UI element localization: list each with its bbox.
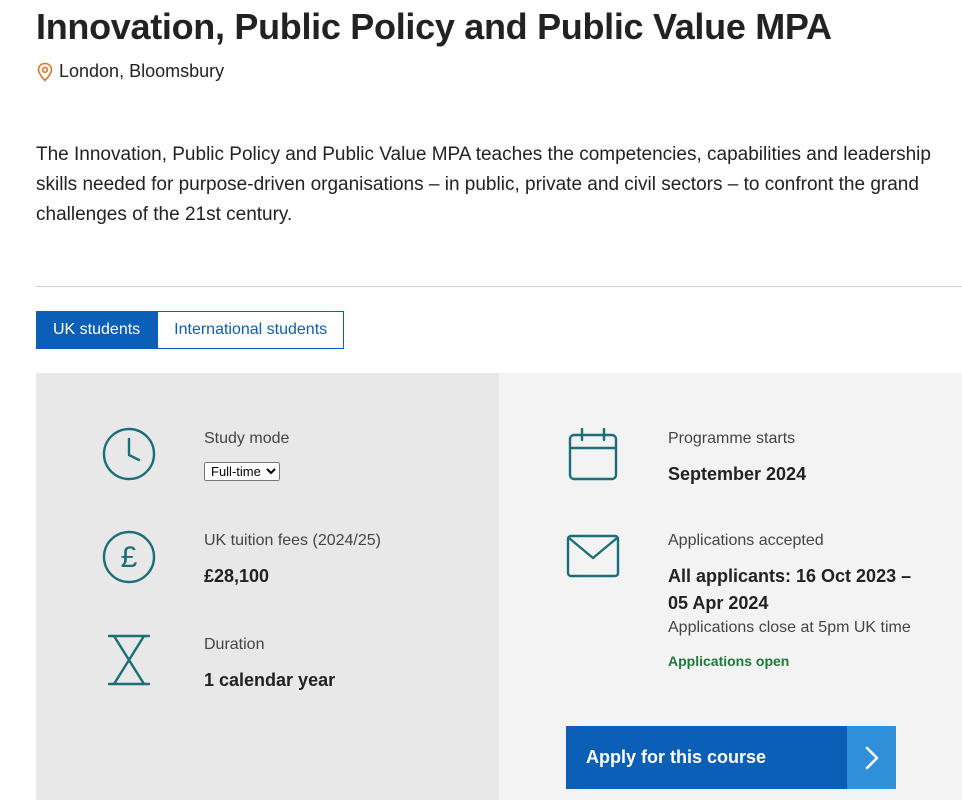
chevron-right-icon — [847, 726, 896, 789]
study-mode — [204, 430, 289, 481]
tuition-fees — [204, 532, 381, 590]
applications-dates-line2: 05 Apr 2024 — [668, 593, 769, 613]
page-title: Innovation, Public Policy and Public Value MPA — [36, 6, 832, 47]
apply-button[interactable] — [566, 726, 896, 789]
map-pin-icon — [36, 62, 54, 82]
applications-label: Applications accepted — [668, 532, 824, 549]
duration-value: 1 calendar year — [204, 670, 336, 690]
apply-button-label: Apply for this course — [586, 747, 767, 767]
fees-label: UK tuition fees (2024/25) — [204, 532, 381, 549]
programme-starts-label: Programme starts — [668, 430, 796, 447]
intro-text: The Innovation, Public Policy and Public Value MPA teaches the competencies, capabilities and leadership skills needed for purpose-driven organisations – in public, private and civil sectors – to confront the grand challenges of the 21st century. — [36, 144, 931, 225]
clock-icon — [102, 427, 156, 486]
study-mode-select[interactable] — [204, 462, 280, 481]
location-text: London, Bloomsbury — [59, 61, 225, 81]
tab-uk-students[interactable]: UK students — [36, 311, 157, 349]
programme-starts — [668, 430, 806, 488]
calendar-icon — [568, 428, 618, 487]
programme-starts-value: September 2024 — [668, 464, 807, 484]
applications-accepted — [668, 532, 911, 669]
location — [36, 61, 224, 82]
envelope-icon — [566, 534, 620, 583]
tab-international-students[interactable]: International students — [157, 311, 344, 349]
applications-dates-line1: All applicants: 16 Oct 2023 – — [668, 566, 912, 586]
duration-label: Duration — [204, 636, 265, 653]
fee-tabs — [36, 311, 344, 349]
fees-value: £28,100 — [204, 566, 270, 586]
applications-note: Applications close at 5pm UK time — [668, 619, 911, 636]
svg-text:£: £ — [120, 541, 138, 574]
divider — [36, 286, 962, 287]
pound-icon — [102, 530, 156, 589]
study-mode-label: Study mode — [204, 430, 290, 447]
applications-status: Applications open — [668, 653, 790, 669]
hourglass-icon — [107, 634, 151, 691]
duration — [204, 636, 335, 694]
